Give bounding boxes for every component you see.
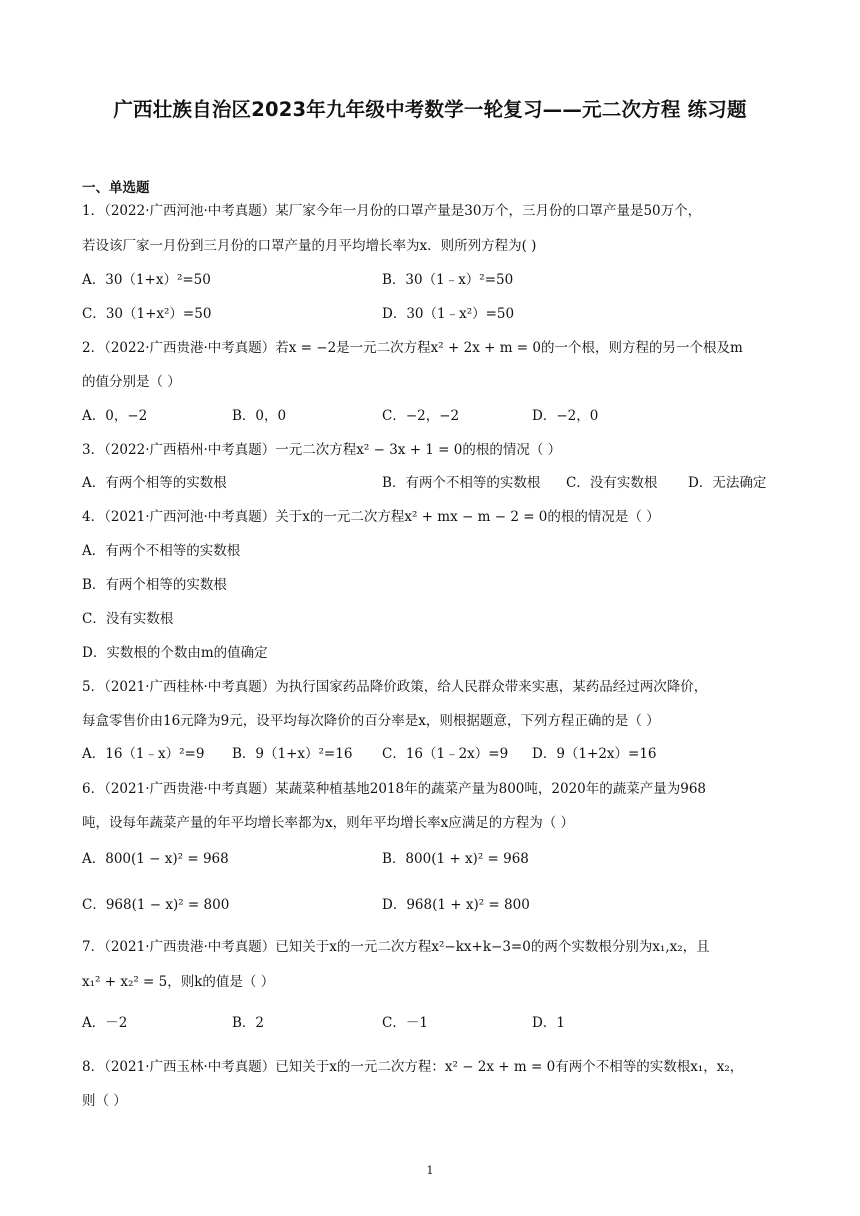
question-6-line-1: 6．（2021·广西贵港·中考真题）某蔬菜种植基地2018年的蔬菜产量为800吨，2020年的蔬菜产量为968 <box>82 781 707 797</box>
question-7-option-a: A．－2 <box>82 1015 128 1031</box>
question-3-option-b: B．有两个不相等的实数根 <box>382 475 541 491</box>
question-2-option-d: D．−2，0 <box>532 408 599 424</box>
question-8-line-1: 8．（2021·广西玉林·中考真题）已知关于x的一元二次方程：x² − 2x + m = 0有两个不相等的实数根x₁，x₂， <box>82 1059 744 1075</box>
question-6-option-d: D．968(1 + x)² = 800 <box>382 897 530 913</box>
question-1-option-d: D．30（1﹣x²）=50 <box>382 306 515 322</box>
question-4-option-a: A．有两个不相等的实数根 <box>82 543 241 559</box>
question-2-line-2: 的值分别是（ ） <box>82 374 181 390</box>
page-title: 广西壮族自治区2023年九年级中考数学一轮复习——元二次方程 练习题 <box>113 98 747 121</box>
question-5-line-2: 每盒零售价由16元降为9元，设平均每次降价的百分率是x，则根据题意，下列方程正确的是（ ） <box>82 713 660 729</box>
question-2-line-1: 2．（2022·广西贵港·中考真题）若x = −2是一元二次方程x² + 2x + m = 0的一个根，则方程的另一个根及m <box>82 340 743 356</box>
page-number: 1 <box>426 1164 434 1177</box>
question-5-option-d: D．9（1+2x）=16 <box>532 746 657 762</box>
question-8-line-2: 则（ ） <box>82 1093 127 1109</box>
question-2-option-b: B．0，0 <box>232 408 287 424</box>
question-1-line-1: 1．（2022·广西河池·中考真题）某厂家今年一月份的口罩产量是30万个，三月份的口罩产量是50万个， <box>82 203 702 219</box>
question-4-option-d: D．实数根的个数由m的值确定 <box>82 645 268 661</box>
question-7-line-2: x₁² + x₂² = 5，则k的值是（ ） <box>82 974 275 990</box>
question-3-option-d: D．无法确定 <box>688 475 767 491</box>
question-3-option-c: C．没有实数根 <box>566 475 658 491</box>
question-7-option-b: B．2 <box>232 1015 265 1031</box>
question-5-line-1: 5．（2021·广西桂林·中考真题）为执行国家药品降价政策，给人民群众带来实惠，某药品经过两次降价， <box>82 679 708 695</box>
question-1-option-a: A．30（1+x）²=50 <box>82 272 211 288</box>
question-5-option-c: C．16（1﹣2x）=9 <box>382 746 509 762</box>
question-4-line-1: 4．（2021·广西河池·中考真题）关于x的一元二次方程x² + mx − m − 2 = 0的根的情况是（ ） <box>82 509 660 525</box>
question-5-option-a: A．16（1﹣x）²=9 <box>82 746 205 762</box>
question-6-line-2: 吨，设每年蔬菜产量的年平均增长率都为x，则年平均增长率x应满足的方程为（ ） <box>82 815 575 831</box>
question-4-option-c: C．没有实数根 <box>82 611 174 627</box>
question-7-option-d: D．1 <box>532 1015 565 1031</box>
question-6-option-a: A．800(1 − x)² = 968 <box>82 851 229 867</box>
question-3-line-1: 3．（2022·广西梧州·中考真题）一元二次方程x² − 3x + 1 = 0的根的情况（ ） <box>82 442 562 458</box>
question-6-option-c: C．968(1 − x)² = 800 <box>82 897 230 913</box>
question-7-line-1: 7．（2021·广西贵港·中考真题）已知关于x的一元二次方程x²−kx+k−3=0的两个实数根分别为x₁,x₂，且 <box>82 939 710 955</box>
question-1-option-b: B．30（1﹣x）²=50 <box>382 272 514 288</box>
question-6-option-b: B．800(1 + x)² = 968 <box>382 851 529 867</box>
question-7-option-c: C．－1 <box>382 1015 428 1031</box>
question-2-option-c: C．−2，−2 <box>382 408 460 424</box>
question-2-option-a: A．0，−2 <box>82 408 148 424</box>
question-4-option-b: B．有两个相等的实数根 <box>82 577 227 593</box>
question-5-option-b: B．9（1+x）²=16 <box>232 746 353 762</box>
question-1-option-c: C．30（1+x²）=50 <box>82 306 212 322</box>
question-1-line-2: 若设该厂家一月份到三月份的口罩产量的月平均增长率为x．则所列方程为( ) <box>82 238 537 254</box>
question-3-option-a: A．有两个相等的实数根 <box>82 475 227 491</box>
section-heading: 一、单选题 <box>82 180 150 196</box>
